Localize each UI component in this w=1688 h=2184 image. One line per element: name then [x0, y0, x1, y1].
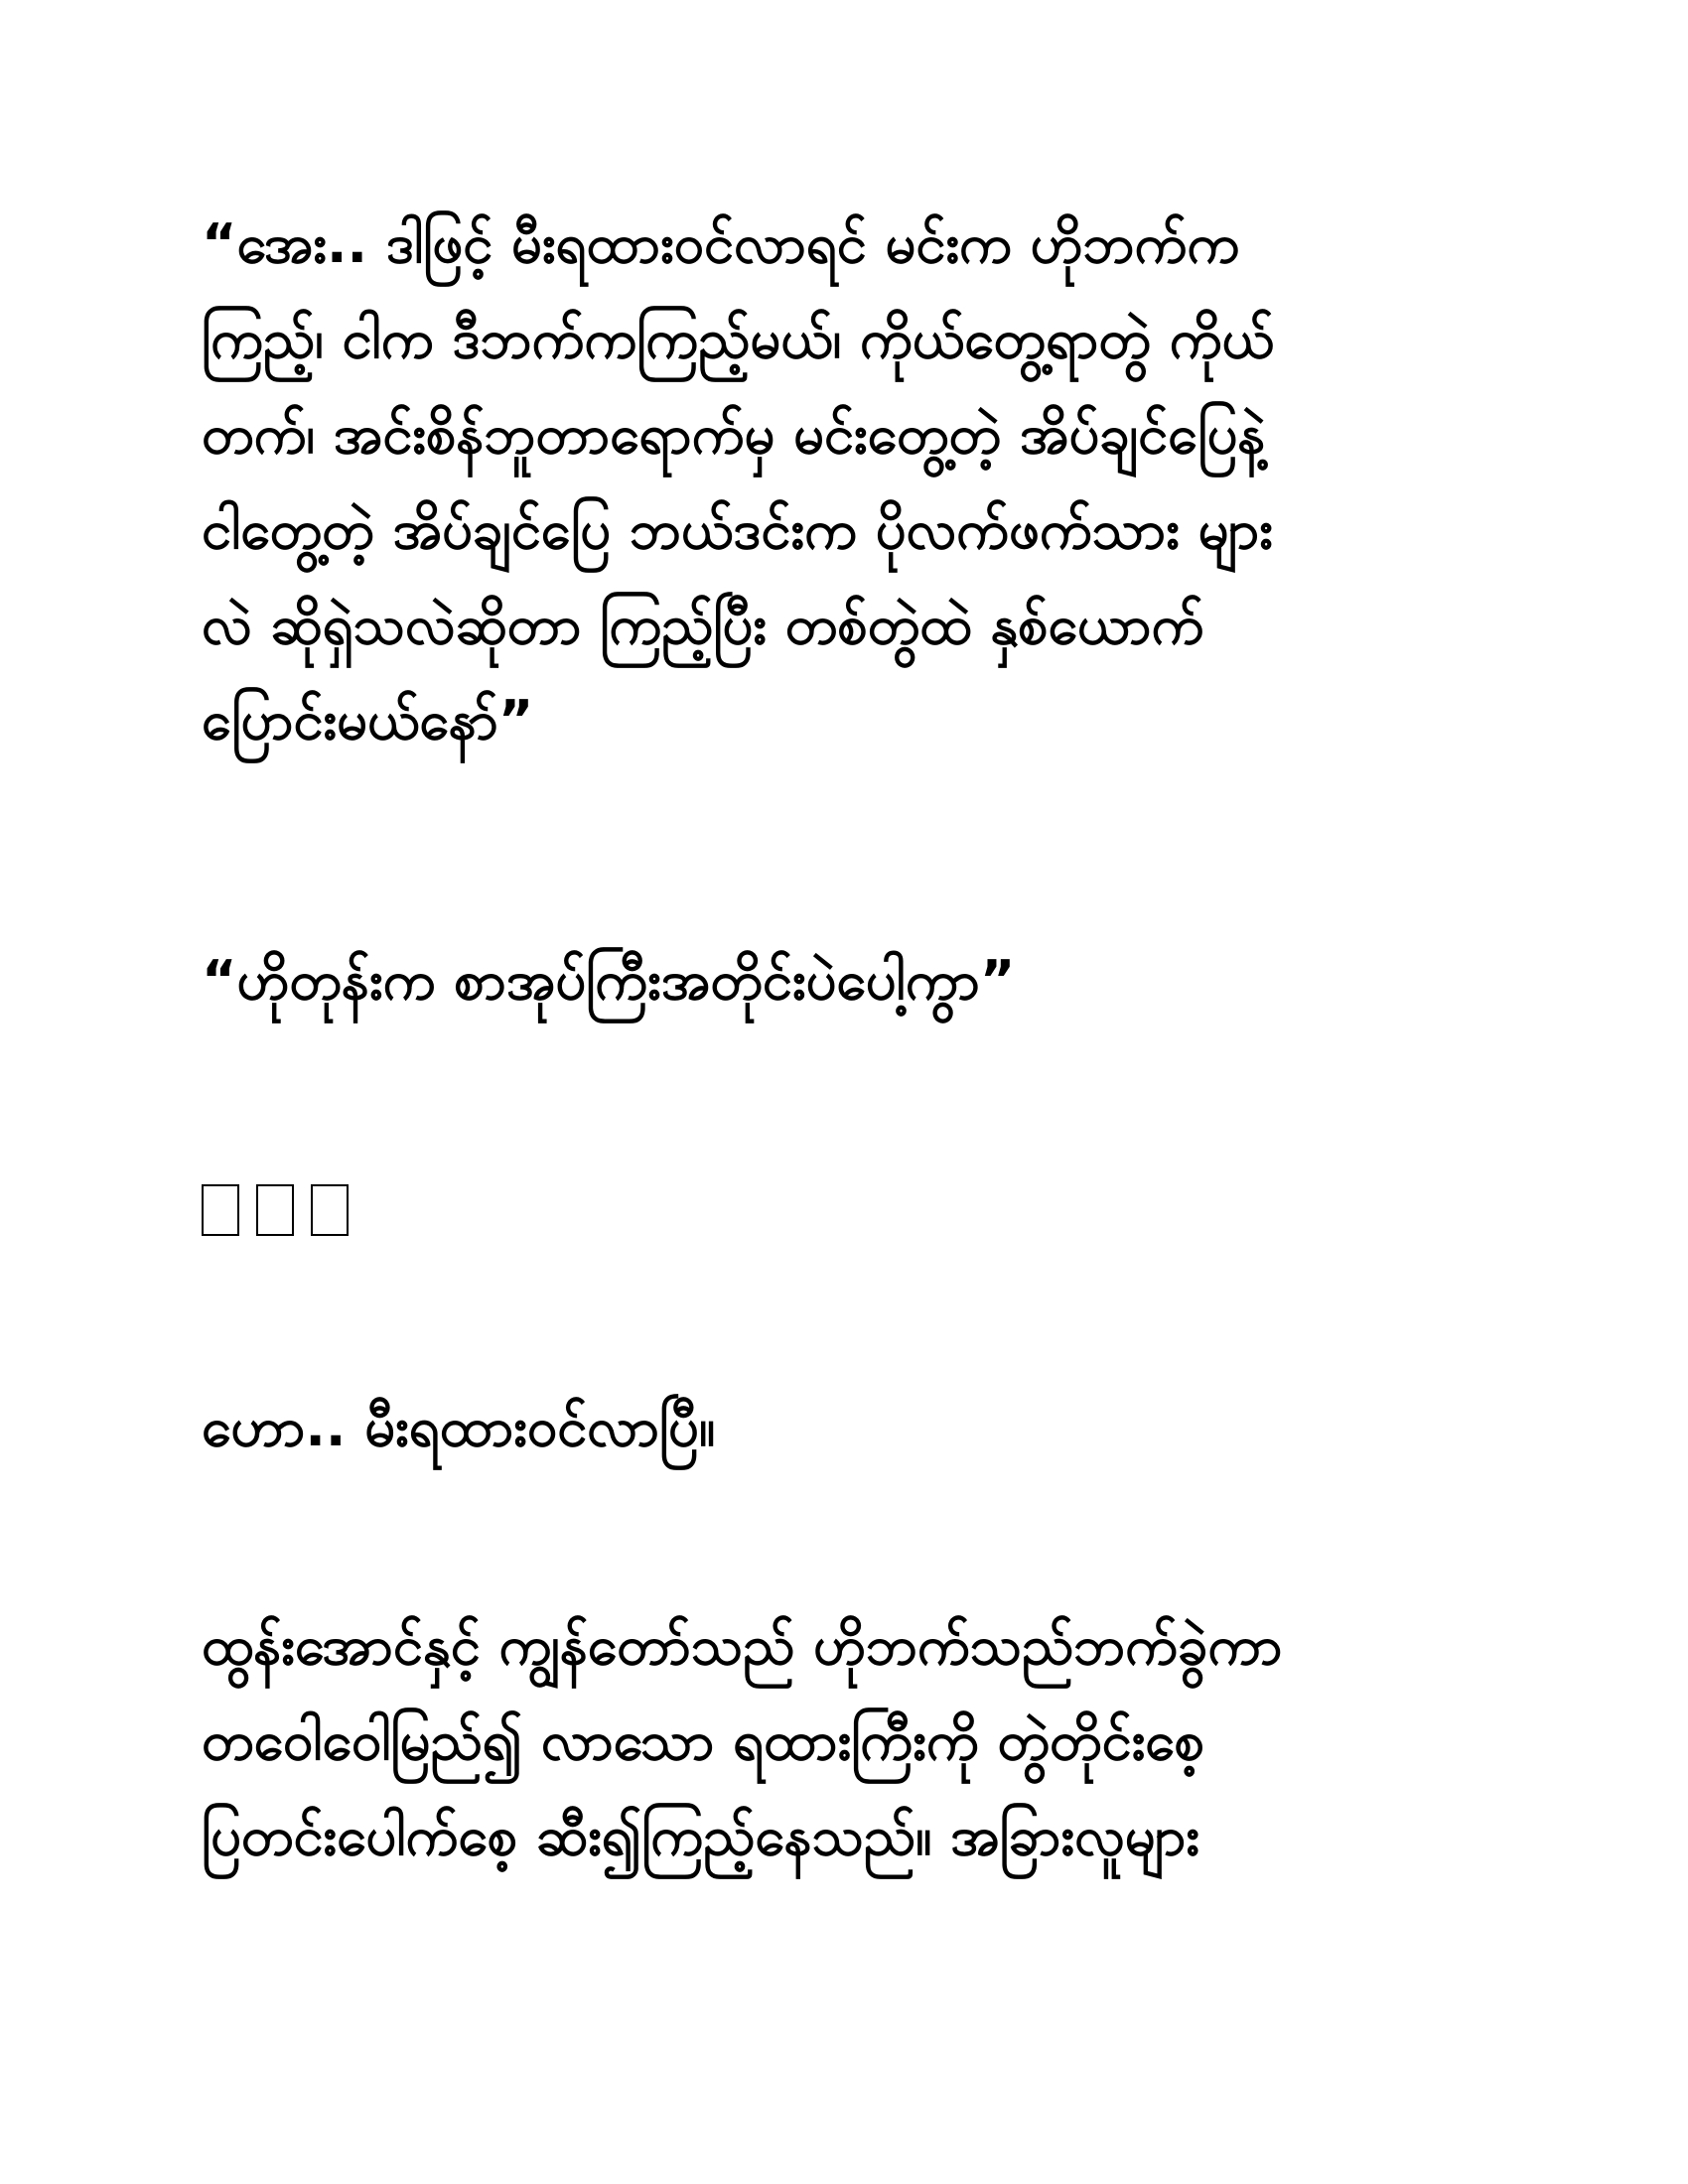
paragraph-dialogue-reply	[202, 933, 1492, 1028]
text-line: “ဟိုတုန်းက စာအုပ်ကြီးအတိုင်းပဲပေါ့ကွာ”	[202, 949, 1016, 1012]
missing-glyph-box	[311, 1184, 349, 1236]
text-line: ထွန်းအောင်နှင့် ကျွန်တော်သည် ဟိုဘက်သည်ဘက်ခွဲကာ	[202, 1614, 1283, 1677]
paragraph-train-arrives	[202, 1380, 1492, 1475]
text-line: ပြောင်းမယ်နော်”	[202, 689, 534, 751]
text-line: တဝေါဝေါမြည်၍ လာသော ရထားကြီးကို တွဲတိုင်းစေ့	[202, 1709, 1204, 1772]
missing-glyph-box	[256, 1184, 294, 1236]
section-break-glyphs	[202, 1184, 349, 1240]
text-line: ကြည့်၊ ငါက ဒီဘက်ကကြည့်မယ်၊ ကိုယ်တွေ့ရာတွဲ ကိုယ်	[202, 308, 1274, 370]
text-line: တက်၊ အင်းစိန်ဘူတာရောက်မှ မင်းတွေ့တဲ့ အိပ်ချင်ပြေနဲ့	[202, 403, 1266, 466]
paragraph-narration	[202, 1598, 1492, 1884]
text-line: “အေး.. ဒါဖြင့် မီးရထားဝင်လာရင် မင်းက ဟိုဘက်က	[202, 212, 1240, 275]
text-line: ဟော.. မီးရထားဝင်လာပြီ။	[202, 1396, 716, 1458]
paragraph-dialogue-plan	[202, 197, 1492, 768]
text-line: ငါတွေ့တဲ့ အိပ်ချင်ပြေ ဘယ်ဒင်းက ပိုလက်ဖက်သား များ	[202, 498, 1273, 561]
text-line: လဲ ဆိုရှဲသလဲဆိုတာ ကြည့်ပြီး တစ်တွဲထဲ နှစ်ယောက်	[202, 594, 1204, 656]
text-line: ပြတင်းပေါက်စေ့ ဆီး၍ကြည့်နေသည်။ အခြားလူများ	[202, 1805, 1200, 1867]
missing-glyph-box	[202, 1184, 239, 1236]
